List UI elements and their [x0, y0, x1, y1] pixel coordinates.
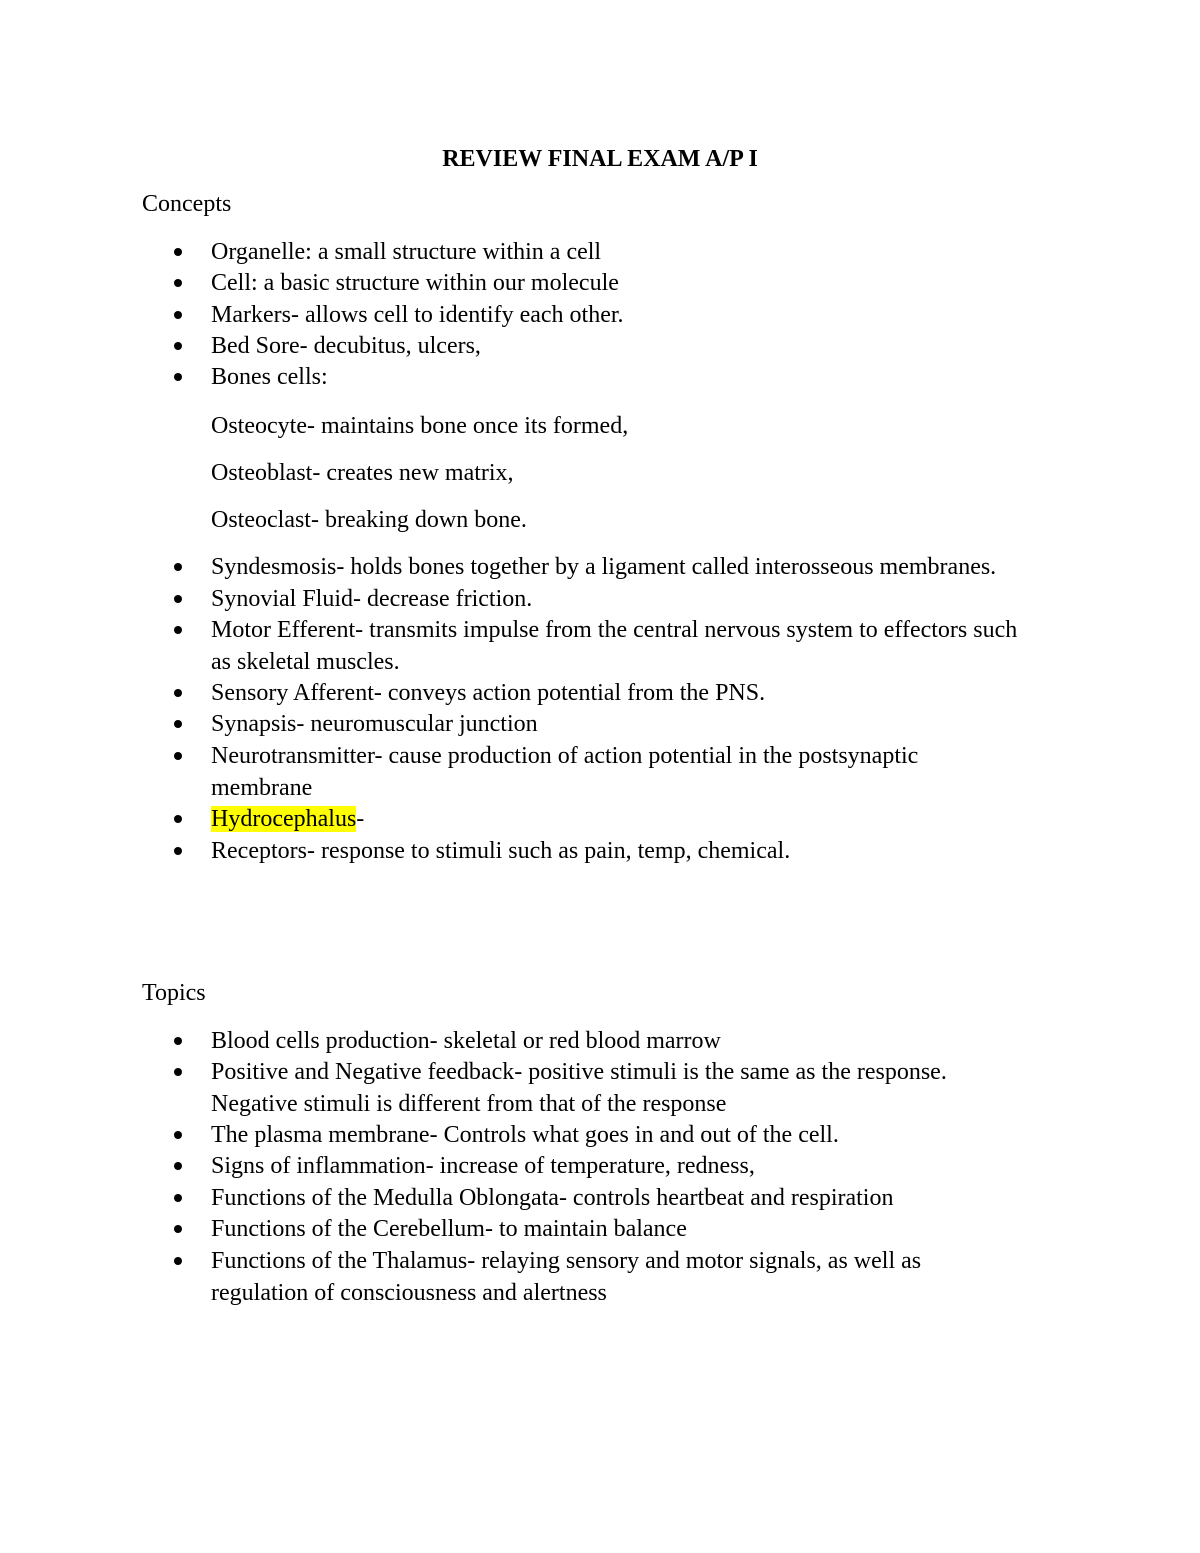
bullet-icon	[172, 1151, 184, 1181]
bullet-icon	[172, 362, 184, 392]
list-item-text: Markers- allows cell to identify each other.	[211, 302, 624, 328]
list-item-text: Blood cells production- skeletal or red blood marrow	[211, 1028, 721, 1054]
bullet-icon	[172, 804, 184, 834]
list-item-text: Functions of the Cerebellum- to maintain balance	[211, 1216, 687, 1242]
bullet-icon	[172, 268, 184, 298]
bullet-icon	[172, 300, 184, 330]
bullet-icon	[172, 331, 184, 361]
bullet-icon	[172, 584, 184, 614]
bullet-icon	[172, 1120, 184, 1150]
list-item-text: The plasma membrane- Controls what goes in and out of the cell.	[211, 1122, 839, 1148]
list-item-text: Sensory Afferent- conveys action potential from the PNS.	[211, 680, 766, 706]
list-item-text: Synovial Fluid- decrease friction.	[211, 586, 533, 612]
list-item-text: Syndesmosis- holds bones together by a ligament called interosseous membranes.	[211, 554, 997, 580]
bullet-icon	[172, 615, 184, 645]
bullet-icon	[172, 709, 184, 739]
list-item-text: Functions of the Thalamus- relaying sensory and motor signals, as well as regulation of consciousness and alertness	[211, 1248, 922, 1306]
bone-cell-osteoclast: Osteoclast- breaking down bone.	[211, 507, 527, 533]
list-item-text: Bones cells:	[211, 364, 328, 390]
bone-cell-osteoblast: Osteoblast- creates new matrix,	[211, 460, 514, 486]
bullet-icon	[172, 741, 184, 771]
list-item-text: Bed Sore- decubitus, ulcers,	[211, 333, 481, 359]
bullet-icon	[172, 1183, 184, 1213]
bullet-icon	[172, 1057, 184, 1087]
bullet-icon	[172, 678, 184, 708]
highlighted-term: Hydrocephalus	[211, 806, 357, 832]
bullet-icon	[172, 552, 184, 582]
bullet-icon	[172, 1246, 184, 1276]
list-item-text: Positive and Negative feedback- positive stimuli is the same as the response. Negative stimuli is different from that of the response	[211, 1059, 947, 1117]
list-item-text: Receptors- response to stimuli such as pain, temp, chemical.	[211, 838, 791, 864]
list-item-text: Signs of inflammation- increase of temperature, redness,	[211, 1153, 755, 1179]
bullet-icon	[172, 237, 184, 267]
document-title: REVIEW FINAL EXAM A/P I	[442, 146, 758, 172]
highlighted-term-suffix: -	[356, 806, 365, 832]
list-item-text: Synapsis- neuromuscular junction	[211, 711, 538, 737]
list-item-text: Cell: a basic structure within our molecule	[211, 270, 619, 296]
bullet-icon	[172, 836, 184, 866]
list-item-text: Neurotransmitter- cause production of action potential in the postsynaptic membrane	[211, 743, 919, 801]
bullet-icon	[172, 1026, 184, 1056]
list-item-text	[211, 804, 1061, 836]
topics-heading: Topics	[142, 980, 206, 1006]
list-item-text: Motor Efferent- transmits impulse from the central nervous system to effectors such as skeletal muscles.	[211, 617, 1018, 675]
list-item-text: Organelle: a small structure within a cell	[211, 239, 602, 265]
concepts-heading: Concepts	[142, 191, 232, 217]
bullet-icon	[172, 1214, 184, 1244]
bone-cell-osteocyte: Osteocyte- maintains bone once its formed,	[211, 413, 629, 439]
list-item-text: Functions of the Medulla Oblongata- controls heartbeat and respiration	[211, 1185, 894, 1211]
